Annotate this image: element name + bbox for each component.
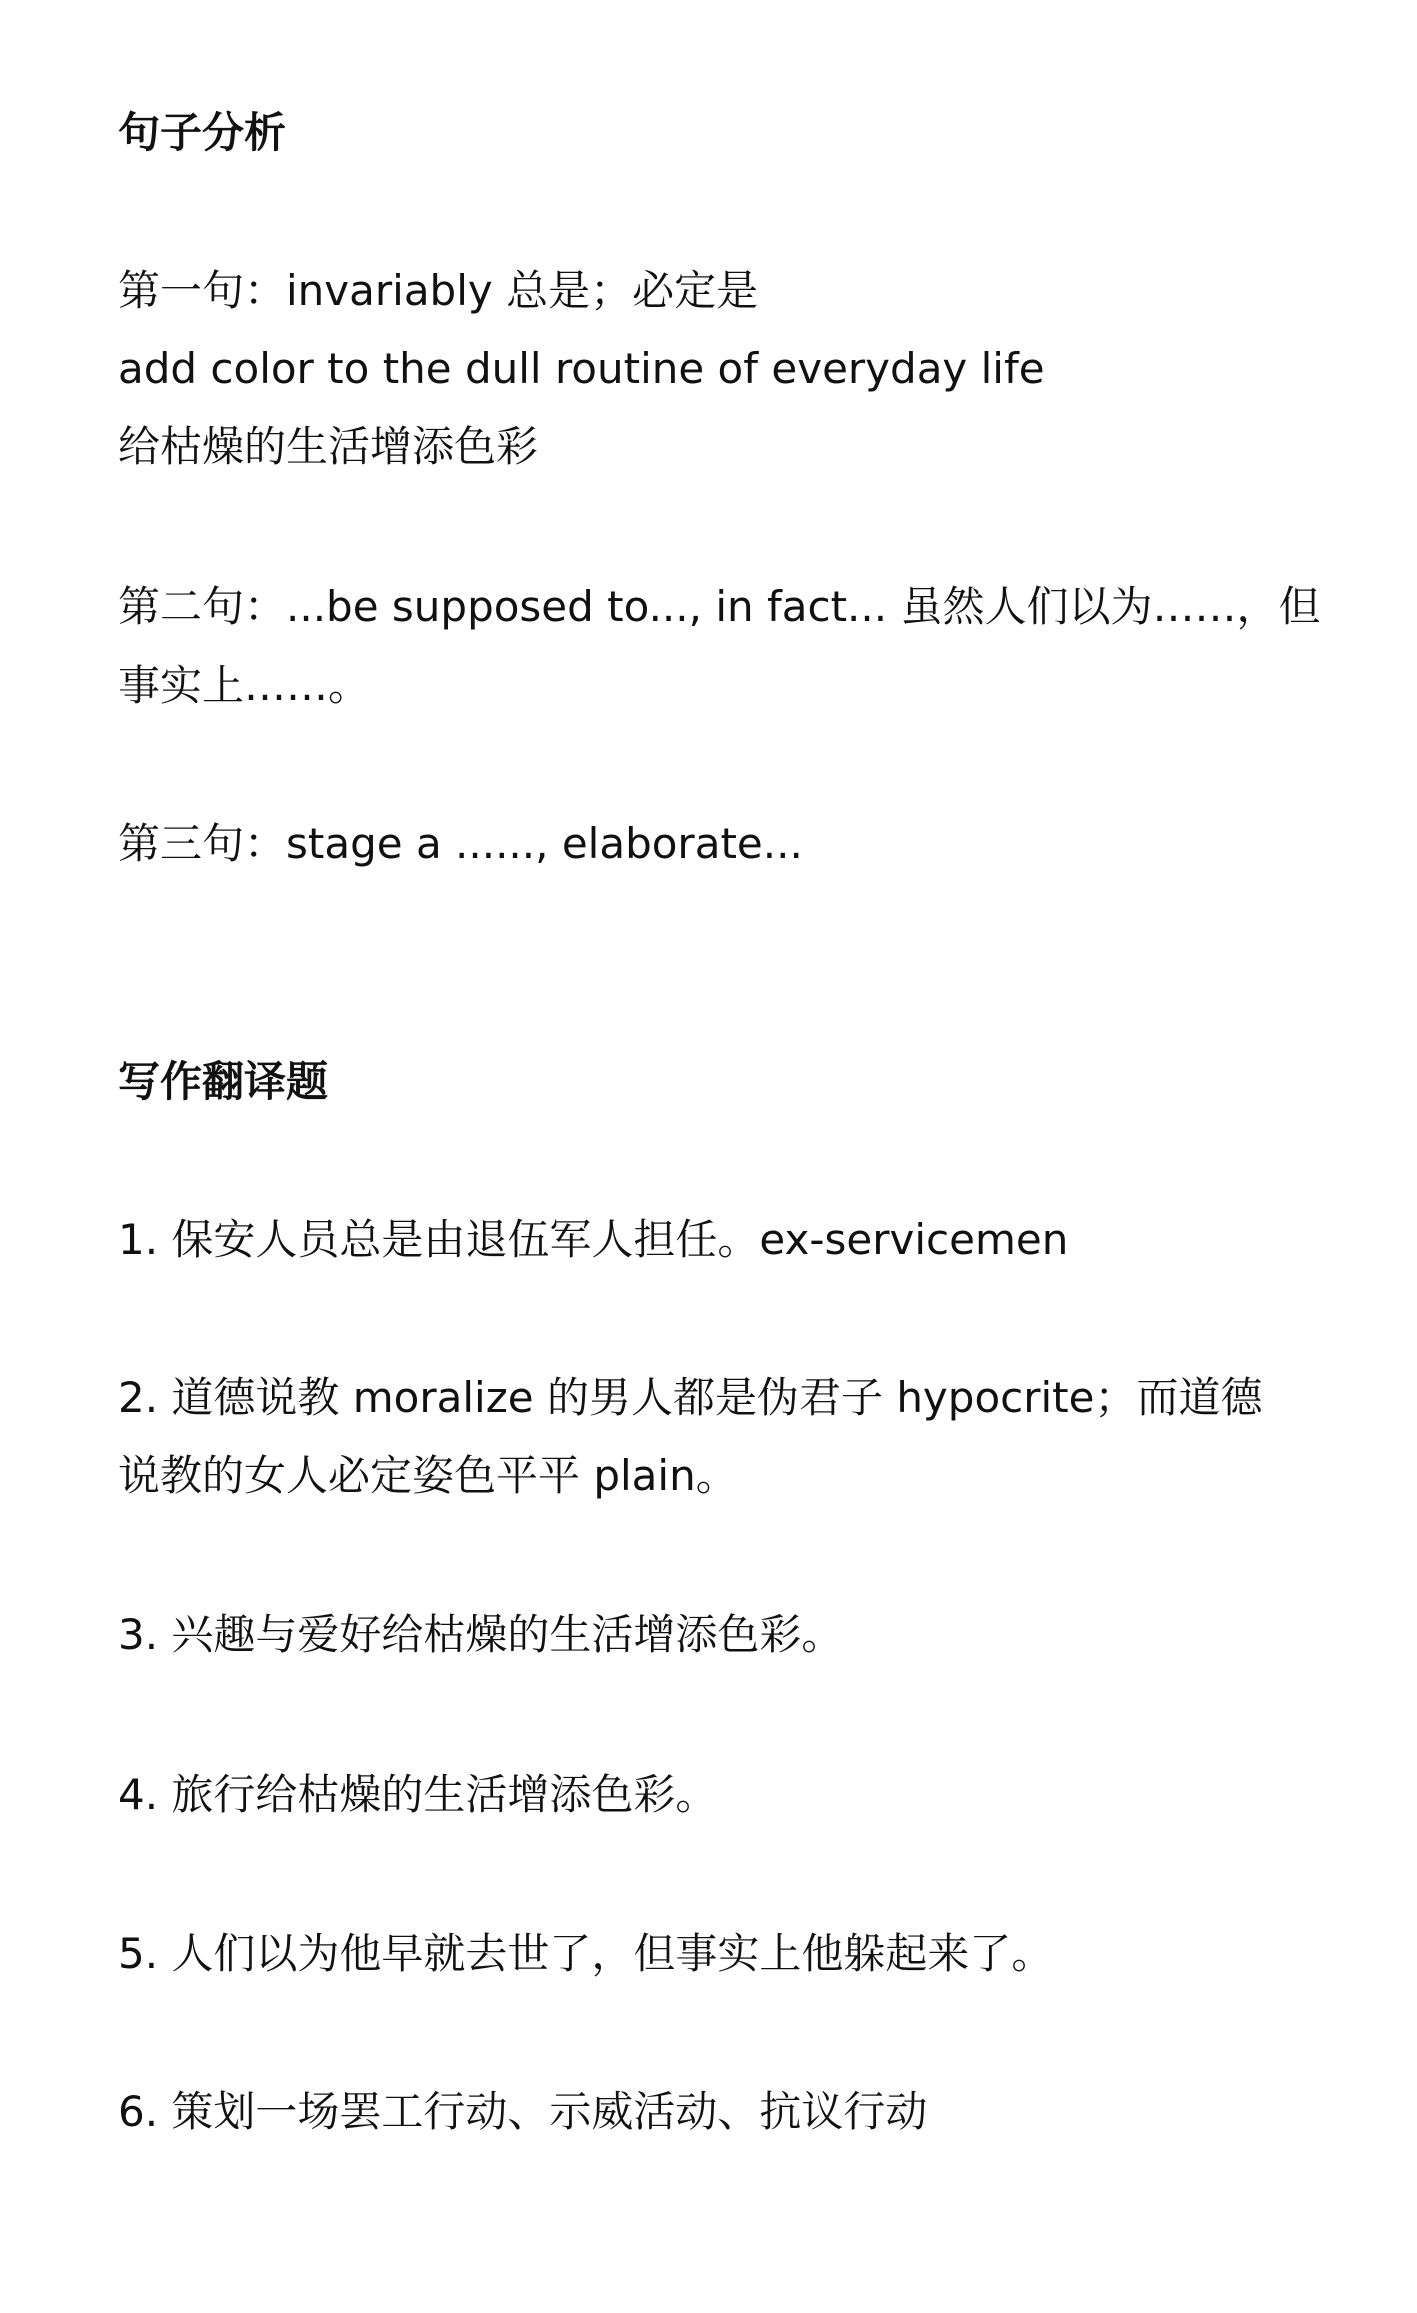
exercise-item: 4. 旅行给枯燥的生活增添色彩。 [118, 1770, 718, 1819]
exercise-item: 1. 保安人员总是由退伍军人担任。ex-servicemen [118, 1215, 1069, 1264]
exercise-item: 2. 道德说教 moralize 的男人都是伪君子 hypocrite；而道德 [118, 1373, 1263, 1422]
section-heading: 写作翻译题 [118, 1057, 329, 1106]
sentence-1-line: 第一句：invariably 总是；必定是 [118, 266, 759, 315]
section-heading: 句子分析 [118, 108, 287, 157]
exercise-item-cont: 说教的女人必定姿色平平 plain。 [118, 1451, 738, 1500]
sentence-3-line: 第三句：stage a ......, elaborate... [118, 819, 803, 868]
sentence-1-translation: 给枯燥的生活增添色彩 [118, 422, 539, 471]
exercise-item: 6. 策划一场罢工行动、示威活动、抗议行动 [118, 2087, 928, 2136]
exercise-item: 3. 兴趣与爱好给枯燥的生活增添色彩。 [118, 1610, 844, 1659]
sentence-1-phrase: add color to the dull routine of everyday life [118, 344, 1045, 393]
sentence-2-line-cont: 事实上……。 [118, 661, 371, 710]
sentence-2-line: 第二句：...be supposed to..., in fact... 虽然人们以为……，但 [118, 582, 1321, 631]
exercise-item: 5. 人们以为他早就去世了，但事实上他躲起来了。 [118, 1929, 1054, 1978]
